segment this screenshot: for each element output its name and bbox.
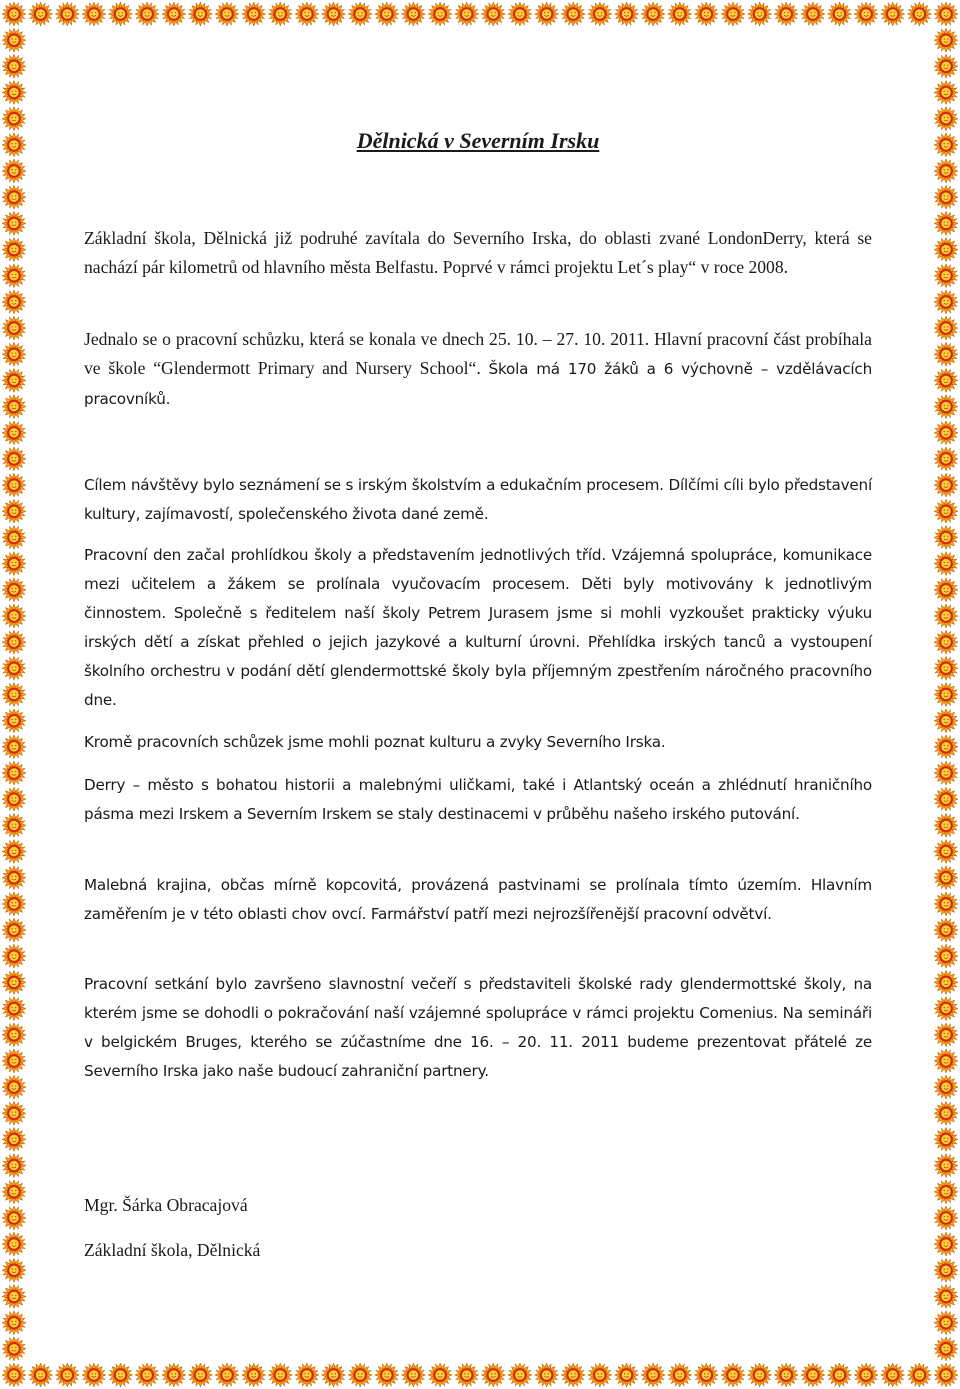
paragraph-intro: Základní škola, Dělnická již podruhé zavítala do Severního Irska, do oblasti zvané LondonDerry, která se nachází pár kilometrů od hlavního města Belfastu. Poprvé v rámci projektu Let´s play“ v roce 2008.	[84, 228, 872, 277]
sun-face-icon	[242, 2, 266, 26]
sun-face-icon	[588, 1363, 612, 1387]
sun-face-icon	[2, 1075, 26, 1099]
sun-face-icon	[348, 2, 372, 26]
sun-face-icon	[2, 840, 26, 864]
sun-face-icon	[934, 368, 958, 392]
sun-face-icon	[109, 2, 133, 26]
sun-face-icon	[2, 526, 26, 550]
sun-face-icon	[934, 604, 958, 628]
sun-face-icon	[2, 1232, 26, 1256]
sun-face-icon	[934, 1232, 958, 1256]
sun-face-icon	[2, 54, 26, 78]
sun-face-icon	[2, 1154, 26, 1178]
sun-face-icon	[375, 1363, 399, 1387]
sun-face-icon	[801, 1363, 825, 1387]
sun-face-icon	[82, 1363, 106, 1387]
sun-face-icon	[455, 1363, 479, 1387]
sun-face-icon	[934, 918, 958, 942]
sun-face-icon	[2, 2, 26, 26]
sun-face-icon	[934, 970, 958, 994]
sun-face-icon	[615, 1363, 639, 1387]
sun-face-icon	[29, 2, 53, 26]
sun-face-icon	[934, 2, 958, 26]
sun-face-icon	[668, 1363, 692, 1387]
sun-face-icon	[29, 1363, 53, 1387]
sun-face-icon	[2, 211, 26, 235]
sun-face-icon	[934, 840, 958, 864]
sun-face-icon	[2, 316, 26, 340]
sun-face-icon	[934, 578, 958, 602]
sun-face-icon	[668, 2, 692, 26]
paragraph-school-size: Škola má 170 žáků a 6 výchovně – vzdělávacích pracovníků.	[84, 360, 872, 408]
sun-face-icon	[934, 683, 958, 707]
sun-face-icon	[2, 133, 26, 157]
sun-face-icon	[934, 1311, 958, 1335]
signature-name: Mgr. Šárka Obracajová	[84, 1195, 248, 1215]
sun-face-icon	[295, 2, 319, 26]
sun-face-icon	[295, 1363, 319, 1387]
sun-face-icon	[934, 735, 958, 759]
sun-face-icon	[2, 761, 26, 785]
sun-face-icon	[2, 578, 26, 602]
sun-face-icon	[2, 1049, 26, 1073]
sun-face-icon	[934, 81, 958, 105]
sun-face-icon	[934, 290, 958, 314]
sun-face-icon	[135, 2, 159, 26]
sun-face-icon	[934, 1075, 958, 1099]
sun-face-icon	[774, 1363, 798, 1387]
sun-face-icon	[934, 1206, 958, 1230]
sun-face-icon	[934, 526, 958, 550]
sun-face-icon	[2, 709, 26, 733]
sun-face-icon	[934, 1180, 958, 1204]
sun-face-icon	[242, 1363, 266, 1387]
sun-face-icon	[2, 787, 26, 811]
sun-face-icon	[881, 1363, 905, 1387]
sun-face-icon	[375, 2, 399, 26]
sun-face-icon	[934, 1127, 958, 1151]
sun-face-icon	[934, 28, 958, 52]
sun-face-icon	[268, 2, 292, 26]
sun-face-icon	[2, 447, 26, 471]
sun-face-icon	[934, 1101, 958, 1125]
sun-face-icon	[348, 1363, 372, 1387]
sun-face-icon	[588, 2, 612, 26]
sun-face-icon	[2, 1206, 26, 1230]
sun-face-icon	[322, 1363, 346, 1387]
sun-face-icon	[2, 944, 26, 968]
sun-face-icon	[2, 1258, 26, 1282]
sun-face-icon	[2, 290, 26, 314]
signature-school: Základní škola, Dělnická	[84, 1240, 261, 1260]
sun-face-icon	[934, 264, 958, 288]
sun-face-icon	[215, 1363, 239, 1387]
sun-face-icon	[934, 185, 958, 209]
sun-face-icon	[2, 473, 26, 497]
sun-face-icon	[854, 2, 878, 26]
sun-face-icon	[934, 709, 958, 733]
sun-face-icon	[934, 107, 958, 131]
sun-face-icon	[2, 1101, 26, 1125]
sun-face-icon	[401, 1363, 425, 1387]
sun-face-icon	[828, 2, 852, 26]
sun-face-icon	[2, 1311, 26, 1335]
sun-face-icon	[55, 1363, 79, 1387]
sun-face-icon	[2, 1127, 26, 1151]
sun-face-icon	[109, 1363, 133, 1387]
sun-face-icon	[2, 918, 26, 942]
sun-face-icon	[2, 997, 26, 1021]
sun-face-icon	[561, 2, 585, 26]
sun-face-icon	[934, 1285, 958, 1309]
sun-face-icon	[615, 2, 639, 26]
sun-face-icon	[934, 1023, 958, 1047]
sun-face-icon	[641, 2, 665, 26]
sun-face-icon	[934, 133, 958, 157]
paragraph-meeting	[84, 325, 872, 414]
sun-face-icon	[934, 1337, 958, 1361]
sun-face-icon	[721, 2, 745, 26]
sun-face-icon	[455, 2, 479, 26]
sun-face-icon	[748, 2, 772, 26]
sun-face-icon	[934, 761, 958, 785]
sun-face-icon	[535, 1363, 559, 1387]
sun-face-icon	[934, 159, 958, 183]
sun-face-icon	[934, 54, 958, 78]
sun-face-icon	[934, 866, 958, 890]
sun-face-icon	[2, 81, 26, 105]
sun-face-icon	[162, 1363, 186, 1387]
sun-face-icon	[721, 1363, 745, 1387]
sun-face-icon	[934, 787, 958, 811]
sun-face-icon	[934, 813, 958, 837]
sun-face-icon	[694, 2, 718, 26]
sun-face-icon	[162, 2, 186, 26]
sun-face-icon	[774, 2, 798, 26]
sun-face-icon	[934, 1049, 958, 1073]
sun-face-icon	[934, 316, 958, 340]
sun-face-icon	[2, 342, 26, 366]
sun-face-icon	[934, 656, 958, 680]
paragraph-landscape: Malebná krajina, občas mírně kopcovitá, provázená pastvinami se prolínala tímto územím. Hlavním zaměřením je v této oblasti chov ovcí. Farmářství patří mezi nejrozšířenější pracovní odvětví.	[84, 876, 872, 923]
sun-face-icon	[428, 1363, 452, 1387]
sun-face-icon	[2, 683, 26, 707]
sun-face-icon	[2, 421, 26, 445]
sun-face-icon	[641, 1363, 665, 1387]
sun-face-icon	[2, 552, 26, 576]
sun-face-icon	[322, 2, 346, 26]
sun-face-icon	[934, 1154, 958, 1178]
sun-face-icon	[934, 944, 958, 968]
sun-face-icon	[2, 1180, 26, 1204]
sun-face-icon	[828, 1363, 852, 1387]
sun-face-icon	[2, 238, 26, 262]
sun-face-icon	[481, 2, 505, 26]
sun-face-icon	[481, 1363, 505, 1387]
sun-face-icon	[934, 630, 958, 654]
document-title: Dělnická v Severním Irsku	[356, 128, 600, 153]
paragraph-meeting-text: Jednalo se o pracovní schůzku, která se konala ve dnech 25. 10. – 27. 10. 2011. Hlavní pracovní část probíhala ve škole “Glendermott Primary and Nursery School“.	[84, 329, 872, 378]
sun-face-icon	[907, 1363, 931, 1387]
sun-face-icon	[188, 1363, 212, 1387]
sun-face-icon	[268, 1363, 292, 1387]
sun-face-icon	[934, 552, 958, 576]
sun-face-icon	[801, 2, 825, 26]
sun-face-icon	[2, 185, 26, 209]
sun-face-icon	[2, 604, 26, 628]
sun-face-icon	[934, 892, 958, 916]
sun-face-icon	[2, 1337, 26, 1361]
sun-face-icon	[535, 2, 559, 26]
sun-face-icon	[2, 28, 26, 52]
sun-face-icon	[907, 2, 931, 26]
sun-face-icon	[2, 866, 26, 890]
sun-face-icon	[2, 264, 26, 288]
sun-face-icon	[934, 1258, 958, 1282]
sun-face-icon	[2, 159, 26, 183]
sun-face-icon	[2, 970, 26, 994]
sun-face-icon	[2, 813, 26, 837]
sun-face-icon	[2, 1363, 26, 1387]
sun-face-icon	[2, 368, 26, 392]
sun-face-icon	[2, 395, 26, 419]
sun-face-icon	[188, 2, 212, 26]
sun-face-icon	[2, 107, 26, 131]
sun-face-icon	[55, 2, 79, 26]
paragraph-closing: Pracovní setkání bylo završeno slavnostní večeří s představiteli školské rady glendermottské školy, na kterém jsme se dohodli o pokračování naší vzájemné spolupráce v rámci projektu Comenius. Na semináři v belgickém Bruges, kterého se zúčastníme dne 16. – 20. 11. 2011 budeme prezentovat přátelé ze Severního Irska jako naše budoucí zahraniční partnery.	[84, 975, 872, 1080]
sun-face-icon	[2, 1285, 26, 1309]
sun-face-icon	[401, 2, 425, 26]
sun-face-icon	[694, 1363, 718, 1387]
sun-face-icon	[428, 2, 452, 26]
paragraph-culture: Kromě pracovních schůzek jsme mohli poznat kulturu a zvyky Severního Irska.	[84, 733, 666, 751]
sun-face-icon	[2, 630, 26, 654]
sun-face-icon	[508, 2, 532, 26]
paragraph-derry: Derry – město s bohatou historii a malebnými uličkami, také i Atlantský oceán a zhlédnutí hraničního pásma mezi Irskem a Severním Irskem se staly destinacemi v průběhu našeho irského putování.	[84, 776, 872, 823]
sun-face-icon	[135, 1363, 159, 1387]
sun-face-icon	[215, 2, 239, 26]
sun-face-icon	[82, 2, 106, 26]
sun-face-icon	[934, 1363, 958, 1387]
sun-face-icon	[934, 473, 958, 497]
sun-face-icon	[934, 421, 958, 445]
sun-face-icon	[2, 499, 26, 523]
sun-face-icon	[748, 1363, 772, 1387]
sun-face-icon	[2, 892, 26, 916]
sun-face-icon	[2, 735, 26, 759]
sun-face-icon	[854, 1363, 878, 1387]
sun-face-icon	[934, 997, 958, 1021]
sun-face-icon	[934, 211, 958, 235]
sun-face-icon	[2, 656, 26, 680]
sun-face-icon	[881, 2, 905, 26]
sun-face-icon	[934, 447, 958, 471]
sun-face-icon	[934, 238, 958, 262]
sun-face-icon	[561, 1363, 585, 1387]
sun-face-icon	[2, 1023, 26, 1047]
paragraph-goal: Cílem návštěvy bylo seznámení se s irským školstvím a edukačním procesem. Dílčími cíli bylo představení kultury, zajímavostí, společenského života dané země.	[84, 476, 872, 523]
sun-face-icon	[934, 499, 958, 523]
sun-face-icon	[508, 1363, 532, 1387]
paragraph-workday: Pracovní den začal prohlídkou školy a představením jednotlivých tříd. Vzájemná spolupráce, komunikace mezi učitelem a žákem se prolínala vyučovacím procesem. Děti byly motivovány k jednotlivým činnostem. Společně s ředitelem naší školy Petrem Jurasem jsme si mohli vyzkoušet prakticky výuku irských dětí a získat přehled o jejich jazykové a kulturní úrovni. Přehlídka irských tanců a vystoupení školního orchestru v podání dětí glendermottské školy byla příjemným zpestřením náročného pracovního dne.	[84, 546, 872, 709]
sun-face-icon	[934, 342, 958, 366]
sun-face-icon	[934, 395, 958, 419]
